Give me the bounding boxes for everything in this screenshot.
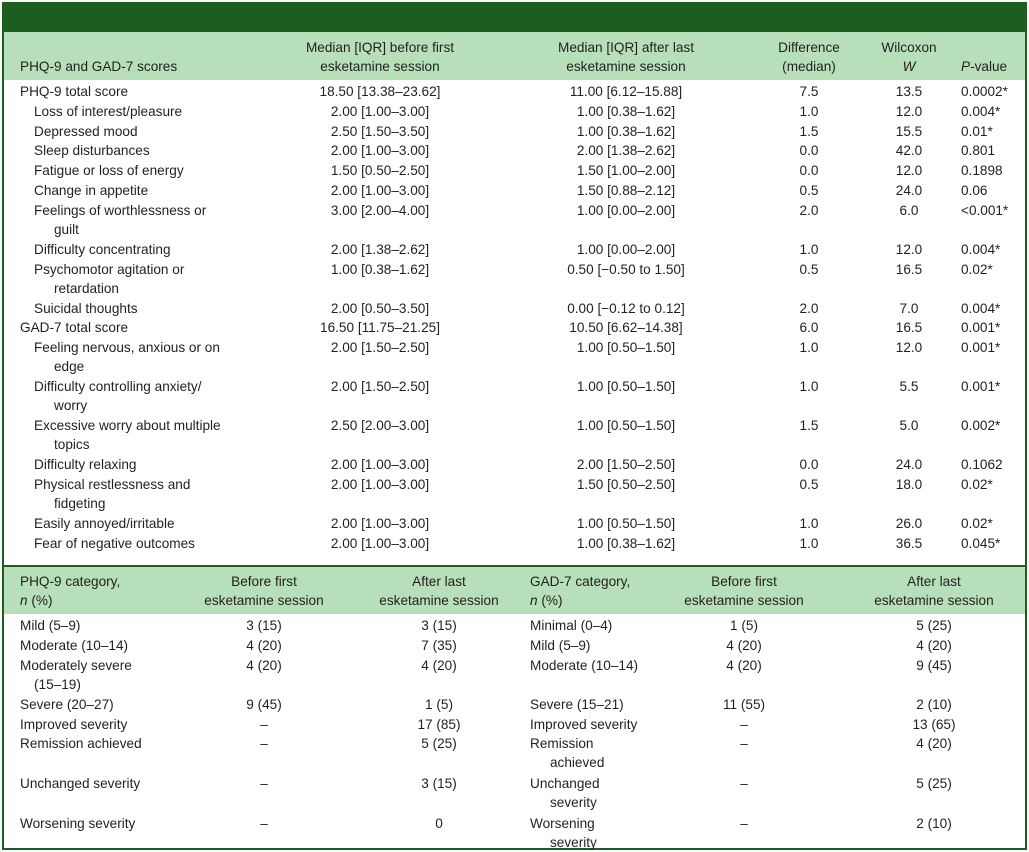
row-label: Difficulty relaxing [34, 457, 137, 473]
cell-before: 2.00 [1.00–3.00] [330, 516, 430, 531]
row-label: Feelings of worthlessness or [34, 202, 207, 218]
cell-before: 2.50 [1.50–3.50] [330, 123, 430, 139]
row-label: Difficulty concentrating [34, 241, 171, 257]
cell-wilcoxon-w: 5.5 [899, 379, 919, 395]
cell-difference: 0.5 [799, 477, 819, 492]
row-label: Easily annoyed/irritable [34, 516, 175, 531]
row-label: Physical restlessness and [34, 477, 191, 492]
phq-after-value: 0 [435, 816, 443, 831]
results-table [2, 2, 1027, 850]
header-gad-before-line1: Before first [711, 574, 777, 589]
cell-before: 2.00 [1.00–3.00] [330, 103, 430, 119]
cell-after: 1.00 [0.50–1.50] [576, 340, 676, 356]
cell-p-value: 0.001* [961, 379, 1001, 395]
phq-after-value: 3 (15) [421, 776, 457, 791]
cell-p-value: 0.06 [961, 183, 988, 198]
table-title-bar [4, 4, 1025, 32]
cell-before: 2.00 [1.00–3.00] [330, 477, 430, 492]
cell-difference: 1.0 [799, 103, 819, 119]
phq-before-value: 9 (45) [246, 697, 282, 712]
row-label: Difficulty controlling anxiety/ [34, 379, 202, 395]
row-label-continued: worry [54, 398, 88, 414]
gad-category-label: Moderate (10–14) [530, 658, 639, 673]
header-gad-after-line2: esketamine session [874, 593, 994, 608]
phq-before-value: – [260, 717, 268, 732]
phq-before-value: 4 (20) [246, 658, 282, 673]
cell-after: 1.00 [0.50–1.50] [576, 418, 676, 434]
cell-before: 2.00 [1.50–2.50] [330, 379, 430, 395]
cell-difference: 2.0 [799, 202, 819, 218]
cell-before: 2.00 [1.00–3.00] [330, 457, 430, 473]
cell-after: 10.50 [6.62–14.38] [569, 320, 683, 336]
cell-after: 1.00 [0.38–1.62] [576, 123, 676, 139]
cell-before: 2.00 [1.00–3.00] [330, 183, 430, 198]
cell-p-value: 0.0002* [961, 84, 1008, 99]
row-label: Fear of negative outcomes [34, 535, 195, 551]
header-phq-category-line2: n (%) [20, 593, 53, 608]
gad-before-value: 11 (55) [722, 697, 766, 712]
cell-p-value: 0.02* [961, 477, 993, 492]
phq-category-label: Severe (20–27) [20, 697, 114, 712]
cell-before: 3.00 [2.00–4.00] [330, 202, 430, 218]
cell-wilcoxon-w: 12.0 [895, 340, 923, 356]
cell-before: 1.00 [0.38–1.62] [330, 261, 430, 277]
cell-wilcoxon-w: 12.0 [895, 163, 923, 179]
cell-wilcoxon-w: 16.5 [895, 261, 923, 277]
cell-after: 0.50 [−0.50 to 1.50] [567, 261, 685, 277]
header-phq-before-line1: Before first [231, 574, 297, 589]
cell-difference: 1.5 [799, 418, 819, 434]
cell-wilcoxon-w: 13.5 [895, 84, 923, 99]
cell-wilcoxon-w: 36.5 [895, 535, 923, 551]
row-label-continued: topics [54, 437, 90, 453]
cell-difference: 1.0 [799, 340, 819, 356]
gad-after-value: 5 (25) [916, 618, 952, 633]
cell-after: 1.00 [0.50–1.50] [576, 516, 676, 531]
cell-difference: 1.0 [799, 535, 819, 551]
cell-difference: 1.0 [799, 516, 819, 531]
cell-before: 2.00 [1.50–2.50] [330, 340, 430, 356]
header-gad-category-line1: GAD-7 category, [530, 574, 631, 589]
cell-difference: 1.0 [799, 241, 819, 257]
row-label: Suicidal thoughts [34, 300, 138, 316]
gad-after-value: 4 (20) [916, 638, 952, 653]
gad-category-label: Worsening [530, 816, 595, 831]
cell-difference: 0.0 [799, 457, 819, 473]
cell-difference: 1.0 [799, 379, 819, 395]
header-before-line1: Median [IQR] before first [305, 40, 455, 55]
header-wilcoxon-line2: W [902, 59, 916, 74]
cell-after: 1.00 [0.38–1.62] [576, 103, 676, 119]
gad-after-value: 13 (65) [912, 717, 956, 732]
cell-before: 2.00 [1.00–3.00] [330, 535, 430, 551]
row-label: Loss of interest/pleasure [34, 103, 183, 119]
cell-p-value: <0.001* [961, 202, 1009, 218]
row-label: Feeling nervous, anxious or on [34, 340, 220, 356]
cell-wilcoxon-w: 12.0 [895, 241, 923, 257]
gad-before-value: – [740, 717, 748, 732]
gad-category-label-continued: severity [550, 795, 597, 810]
phq-after-value: 5 (25) [421, 736, 457, 751]
gad-category-label: Severe (15–21) [530, 697, 624, 712]
cell-wilcoxon-w: 26.0 [895, 516, 923, 531]
gad-category-label-continued: severity [550, 835, 597, 850]
header-gad-category-line2: n (%) [530, 593, 563, 608]
cell-wilcoxon-w: 18.0 [895, 477, 923, 492]
phq-after-value: 7 (35) [421, 638, 457, 653]
gad-before-value: 1 (5) [730, 618, 758, 633]
row-label: PHQ-9 total score [20, 84, 129, 99]
header-p-value: P-value [961, 59, 1008, 74]
header-difference-line2: (median) [782, 59, 836, 74]
header-gad-before-line2: esketamine session [684, 593, 804, 608]
cell-after: 1.50 [1.00–2.00] [576, 163, 676, 179]
phq-before-value: – [260, 736, 268, 751]
cell-p-value: 0.02* [961, 516, 993, 531]
header-phq-after-line2: esketamine session [379, 593, 499, 608]
cell-p-value: 0.004* [961, 103, 1001, 119]
cell-before: 2.00 [1.38–2.62] [330, 241, 430, 257]
cell-difference: 1.5 [799, 123, 819, 139]
gad-after-value: 9 (45) [916, 658, 952, 673]
cell-wilcoxon-w: 7.0 [899, 300, 919, 316]
cell-p-value: 0.801 [961, 143, 996, 159]
header-phq-category-line1: PHQ-9 category, [20, 574, 121, 589]
gad-after-value: 2 (10) [916, 816, 952, 831]
gad-category-label: Minimal (0–4) [530, 618, 613, 633]
cell-p-value: 0.045* [961, 535, 1001, 551]
gad-before-value: 4 (20) [726, 638, 762, 653]
row-label: Excessive worry about multiple [34, 418, 221, 434]
phq-category-label: Unchanged severity [20, 776, 141, 791]
row-label: Fatigue or loss of energy [34, 163, 184, 179]
category-table-header [4, 567, 1025, 614]
header-after-line1: Median [IQR] after last [558, 40, 694, 55]
cell-before: 1.50 [0.50–2.50] [330, 163, 430, 179]
row-label-continued: retardation [54, 280, 119, 296]
header-scores-label: PHQ-9 and GAD-7 scores [20, 59, 178, 74]
gad-after-value: 2 (10) [916, 697, 952, 712]
cell-p-value: 0.004* [961, 300, 1001, 316]
cell-before: 2.00 [0.50–3.50] [330, 300, 430, 316]
phq-after-value: 3 (15) [421, 618, 457, 633]
phq-after-value: 1 (5) [425, 697, 453, 712]
row-label: GAD-7 total score [20, 320, 129, 336]
phq-before-value: – [260, 816, 268, 831]
cell-p-value: 0.001* [961, 320, 1001, 336]
cell-after: 1.50 [0.88–2.12] [576, 183, 676, 198]
cell-difference: 0.5 [799, 183, 819, 198]
cell-difference: 6.0 [799, 320, 819, 336]
phq-before-value: 3 (15) [246, 618, 282, 633]
phq-category-label: Worsening severity [20, 816, 136, 831]
cell-p-value: 0.1898 [961, 163, 1003, 179]
cell-before: 2.00 [1.00–3.00] [330, 143, 430, 159]
gad-before-value: – [740, 816, 748, 831]
gad-before-value: – [740, 776, 748, 791]
row-label-continued: guilt [54, 221, 79, 237]
header-difference-line1: Difference [778, 40, 840, 55]
cell-after: 1.00 [0.50–1.50] [576, 379, 676, 395]
cell-p-value: 0.002* [961, 418, 1001, 434]
header-phq-before-line2: esketamine session [204, 593, 324, 608]
row-label-continued: edge [54, 359, 85, 375]
cell-after: 1.00 [0.38–1.62] [576, 535, 676, 551]
phq-after-value: 4 (20) [421, 658, 457, 673]
cell-p-value: 0.001* [961, 340, 1001, 356]
cell-difference: 0.5 [799, 261, 819, 277]
phq-before-value: – [260, 776, 268, 791]
header-gad-after-line1: After last [907, 574, 961, 589]
cell-wilcoxon-w: 6.0 [899, 202, 919, 218]
cell-p-value: 0.004* [961, 241, 1001, 257]
gad-category-label: Unchanged [530, 776, 600, 791]
cell-p-value: 0.1062 [961, 457, 1003, 473]
gad-before-value: – [740, 736, 748, 751]
gad-category-label: Mild (5–9) [530, 638, 591, 653]
gad-before-value: 4 (20) [726, 658, 762, 673]
cell-wilcoxon-w: 24.0 [895, 457, 923, 473]
header-before-line2: esketamine session [320, 59, 440, 74]
phq-category-label: Mild (5–9) [20, 618, 81, 633]
cell-after: 0.00 [−0.12 to 0.12] [567, 300, 685, 316]
header-wilcoxon-line1: Wilcoxon [881, 40, 937, 55]
cell-p-value: 0.01* [961, 123, 993, 139]
cell-difference: 0.0 [799, 163, 819, 179]
cell-wilcoxon-w: 12.0 [895, 103, 923, 119]
phq-category-label: Moderately severe [20, 658, 132, 673]
header-phq-after-line1: After last [412, 574, 466, 589]
cell-wilcoxon-w: 5.0 [899, 418, 919, 434]
cell-difference: 2.0 [799, 300, 819, 316]
phq-after-value: 17 (85) [417, 717, 461, 732]
cell-difference: 7.5 [799, 84, 819, 99]
cell-before: 18.50 [13.38–23.62] [319, 84, 441, 99]
cell-after: 1.00 [0.00–2.00] [576, 202, 676, 218]
row-label: Depressed mood [34, 123, 138, 139]
cell-wilcoxon-w: 16.5 [895, 320, 923, 336]
phq-category-label: Remission achieved [20, 736, 142, 751]
gad-category-label: Remission [530, 736, 594, 751]
gad-category-label: Improved severity [530, 717, 638, 732]
cell-after: 1.50 [0.50–2.50] [576, 477, 676, 492]
gad-after-value: 4 (20) [916, 736, 952, 751]
scores-table-header [4, 32, 1025, 80]
cell-difference: 0.0 [799, 143, 819, 159]
row-label: Change in appetite [34, 183, 149, 198]
cell-after: 1.00 [0.00–2.00] [576, 241, 676, 257]
gad-category-label-continued: achieved [550, 755, 605, 770]
phq-before-value: 4 (20) [246, 638, 282, 653]
cell-after: 2.00 [1.38–2.62] [576, 143, 676, 159]
gad-after-value: 5 (25) [916, 776, 952, 791]
cell-after: 2.00 [1.50–2.50] [576, 457, 676, 473]
row-label-continued: fidgeting [54, 496, 106, 511]
cell-before: 2.50 [2.00–3.00] [330, 418, 430, 434]
phq-category-label-continued: (15–19) [34, 677, 81, 692]
phq-category-label: Moderate (10–14) [20, 638, 129, 653]
row-label: Psychomotor agitation or [34, 261, 185, 277]
cell-p-value: 0.02* [961, 261, 993, 277]
cell-wilcoxon-w: 24.0 [895, 183, 923, 198]
cell-wilcoxon-w: 42.0 [895, 143, 923, 159]
cell-before: 16.50 [11.75–21.25] [320, 320, 440, 336]
cell-wilcoxon-w: 15.5 [895, 123, 923, 139]
row-label: Sleep disturbances [34, 143, 150, 159]
phq-category-label: Improved severity [20, 717, 128, 732]
header-after-line2: esketamine session [566, 59, 686, 74]
cell-after: 11.00 [6.12–15.88] [569, 84, 683, 99]
